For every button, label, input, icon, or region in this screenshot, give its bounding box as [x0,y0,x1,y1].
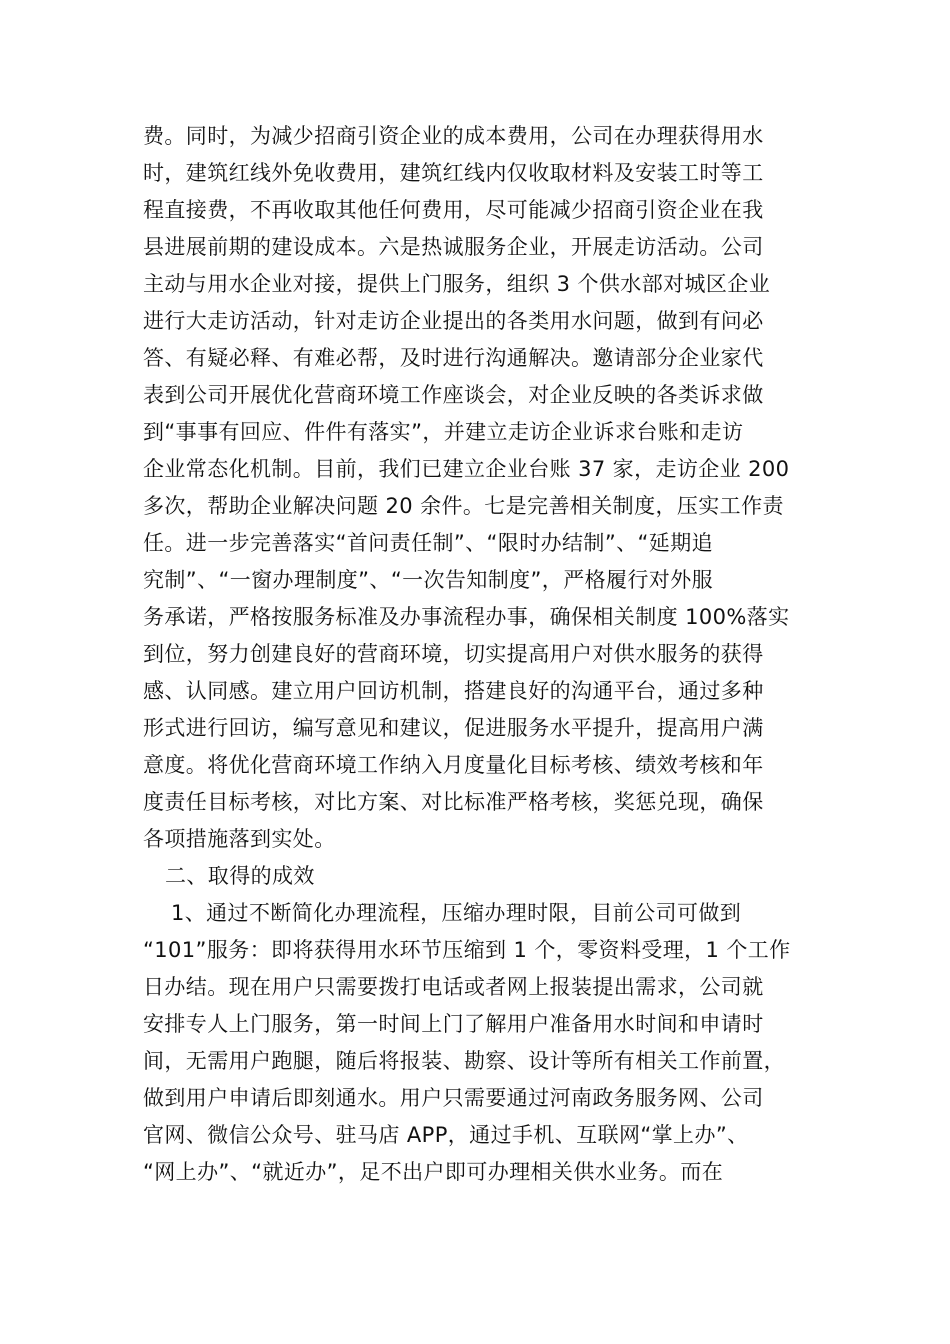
list-item-line: 安排专人上门服务，第一时间上门了解用户准备用水时间和申请时 [143,1012,764,1036]
paragraph-line: 形式进行回访，编写意见和建议，促进服务水平提升，提高用户满 [143,716,764,740]
paragraph-line: 到位，努力创建良好的营商环境，切实提高用户对供水服务的获得 [143,642,764,666]
paragraph-line: 究制”、“一窗办理制度”、“一次告知制度”，严格履行对外服 [143,568,713,592]
list-item-line: 日办结。现在用户只需要拨打电话或者网上报装提出需求，公司就 [143,975,764,999]
paragraph-line: 答、有疑必释、有难必帮，及时进行沟通解决。邀请部分企业家代 [143,346,764,370]
list-item-line: 1、通过不断简化办理流程，压缩办理时限，目前公司可做到 [171,901,742,925]
section-heading: 二、取得的成效 [165,864,315,888]
paragraph-line: 度责任目标考核，对比方案、对比标准严格考核，奖惩兑现，确保 [143,790,764,814]
paragraph-line: 时，建筑红线外免收费用，建筑红线内仅收取材料及安装工时等工 [143,161,764,185]
list-item-line: 做到用户申请后即刻通水。用户只需要通过河南政务服务网、公司 [143,1086,764,1110]
list-item-line: “101”服务：即将获得用水环节压缩到 1 个，零资料受理，1 个工作 [143,938,791,962]
paragraph-line: 多次，帮助企业解决问题 20 余件。七是完善相关制度，压实工作责 [143,494,784,518]
paragraph-line: 意度。将优化营商环境工作纳入月度量化目标考核、绩效考核和年 [143,753,764,777]
paragraph-line: 各项措施落到实处。 [143,827,336,851]
paragraph-line: 主动与用水企业对接，提供上门服务，组织 3 个供水部对城区企业 [143,272,771,296]
list-item-line: 官网、微信公众号、驻马店 APP，通过手机、互联网“掌上办”、 [143,1123,749,1147]
paragraph-line: 企业常态化机制。目前，我们已建立企业台账 37 家，走访企业 200 [143,457,790,481]
list-item-line: 间，无需用户跑腿，随后将报装、勘察、设计等所有相关工作前置， [143,1049,785,1073]
body-text [143,118,823,1191]
paragraph-line: 到“事事有回应、件件有落实”，并建立走访企业诉求台账和走访 [143,420,744,444]
paragraph-line: 感、认同感。建立用户回访机制，搭建良好的沟通平台，通过多种 [143,679,764,703]
list-item-line: “网上办”、“就近办”，足不出户即可办理相关供水业务。而在 [143,1160,724,1184]
paragraph-line: 程直接费，不再收取其他任何费用，尽可能减少招商引资企业在我 [143,198,764,222]
paragraph-line: 进行大走访活动，针对走访企业提出的各类用水问题，做到有问必 [143,309,764,333]
paragraph-line: 任。进一步完善落实“首问责任制”、“限时办结制”、“延期追 [143,531,713,555]
paragraph-line: 县进展前期的建设成本。六是热诚服务企业，开展走访活动。公司 [143,235,764,259]
paragraph-line: 务承诺，严格按服务标准及办事流程办事，确保相关制度 100%落实 [143,605,790,629]
paragraph-line: 表到公司开展优化营商环境工作座谈会，对企业反映的各类诉求做 [143,383,764,407]
paragraph-line: 费。同时，为减少招商引资企业的成本费用，公司在办理获得用水 [143,124,764,148]
